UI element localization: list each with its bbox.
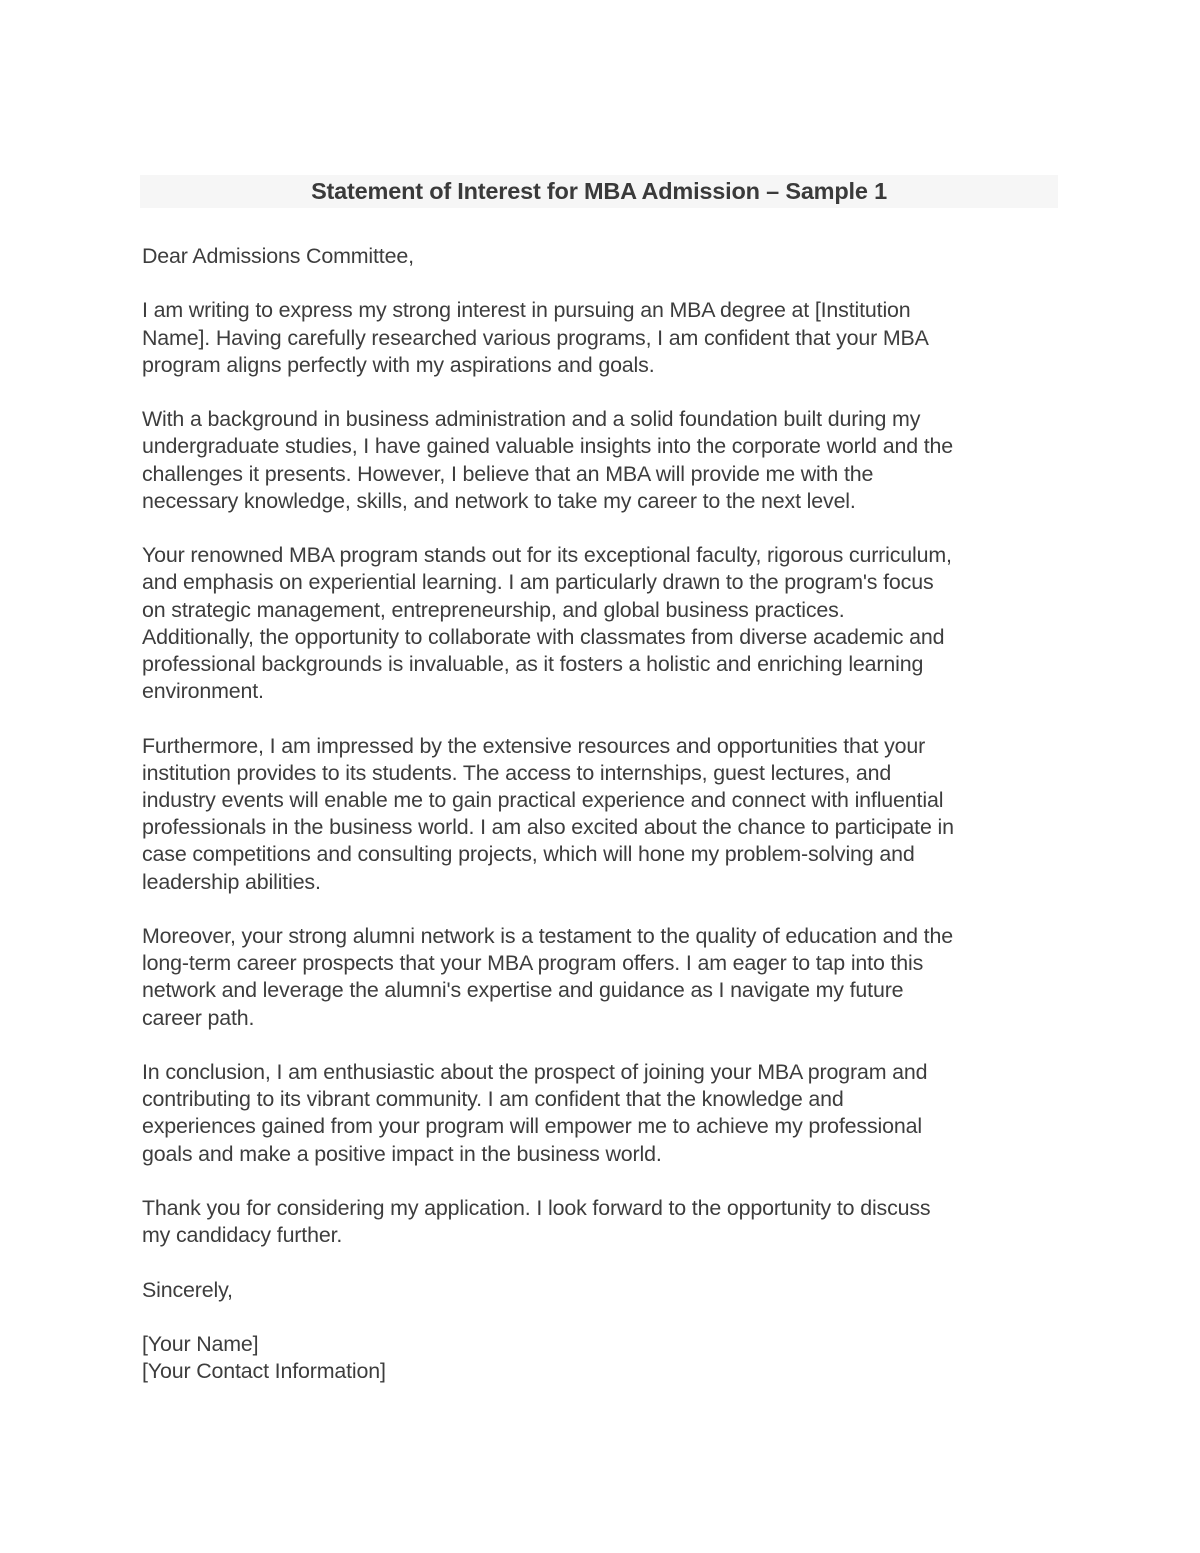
paragraph-line: institution provides to its students. The access to internships, guest lectures, and [142, 760, 892, 785]
paragraph-line: career path. [142, 1005, 255, 1030]
closing [142, 1277, 1057, 1304]
paragraph-3 [142, 542, 1057, 705]
paragraph-line: long-term career prospects that your MBA program offers. I am eager to tap into this [142, 951, 924, 976]
signature-block [142, 1331, 1057, 1385]
paragraph-line: I am writing to express my strong interest in pursuing an MBA degree at [Institution [142, 298, 911, 323]
paragraph-line: industry events will enable me to gain practical experience and connect with influential [142, 788, 944, 812]
document-title: Statement of Interest for MBA Admission – Sample 1 [311, 178, 887, 204]
paragraph-5 [142, 923, 1057, 1032]
paragraph-line: Thank you for considering my application. I look forward to the opportunity to discuss [142, 1196, 931, 1220]
paragraph-line: Name]. Having carefully researched various programs, I am confident that your MBA [142, 325, 929, 350]
paragraph-line: undergraduate studies, I have gained valuable insights into the corporate world and the [142, 434, 954, 459]
paragraph-line: environment. [142, 679, 264, 704]
salutation-line: Dear Admissions Committee, [142, 244, 414, 268]
paragraph-line: program aligns perfectly with my aspirations and goals. [142, 352, 655, 377]
signature-contact: [Your Contact Information] [142, 1359, 386, 1384]
paragraph-line: leadership abilities. [142, 869, 321, 894]
paragraph-6 [142, 1059, 1057, 1168]
paragraph-line: professionals in the business world. I am also excited about the chance to participate in [142, 815, 954, 840]
paragraph-line: Moreover, your strong alumni network is a testament to the quality of education and the [142, 924, 953, 948]
paragraph-line: Additionally, the opportunity to collaborate with classmates from diverse academic and [142, 624, 945, 649]
paragraph-line: experiences gained from your program will empower me to achieve my professional [142, 1114, 922, 1139]
paragraph-line: Your renowned MBA program stands out for its exceptional faculty, rigorous curriculum, [142, 543, 952, 568]
paragraph-line: my candidacy further. [142, 1223, 343, 1248]
paragraph-line: necessary knowledge, skills, and network to take my career to the next level. [142, 488, 856, 513]
paragraph-line: network and leverage the alumni's expertise and guidance as I navigate my future [142, 978, 904, 1003]
paragraph-1 [142, 297, 1057, 379]
paragraph-7 [142, 1195, 1057, 1249]
letter-body [142, 243, 1057, 1413]
paragraph-line: case competitions and consulting projects, which will hone my problem-solving and [142, 842, 915, 867]
paragraph-line: on strategic management, entrepreneurship, and global business practices. [142, 597, 845, 622]
paragraph-line: professional backgrounds is invaluable, as it fosters a holistic and enriching learning [142, 652, 924, 676]
paragraph-line: Furthermore, I am impressed by the extensive resources and opportunities that your [142, 733, 926, 758]
paragraph-4 [142, 733, 1057, 896]
paragraph-line: In conclusion, I am enthusiastic about the prospect of joining your MBA program and [142, 1060, 928, 1084]
title-banner [140, 175, 1058, 208]
paragraph-line: With a background in business administration and a solid foundation built during my [142, 407, 921, 432]
paragraph-2 [142, 406, 1057, 515]
paragraph-line: and emphasis on experiential learning. I am particularly drawn to the program's focus [142, 570, 934, 595]
signature-name: [Your Name] [142, 1331, 259, 1356]
closing-line: Sincerely, [142, 1277, 233, 1302]
salutation [142, 243, 1057, 270]
paragraph-line: goals and make a positive impact in the business world. [142, 1141, 662, 1166]
paragraph-line: contributing to its vibrant community. I am confident that the knowledge and [142, 1087, 844, 1112]
paragraph-line: challenges it presents. However, I believe that an MBA will provide me with the [142, 461, 874, 486]
